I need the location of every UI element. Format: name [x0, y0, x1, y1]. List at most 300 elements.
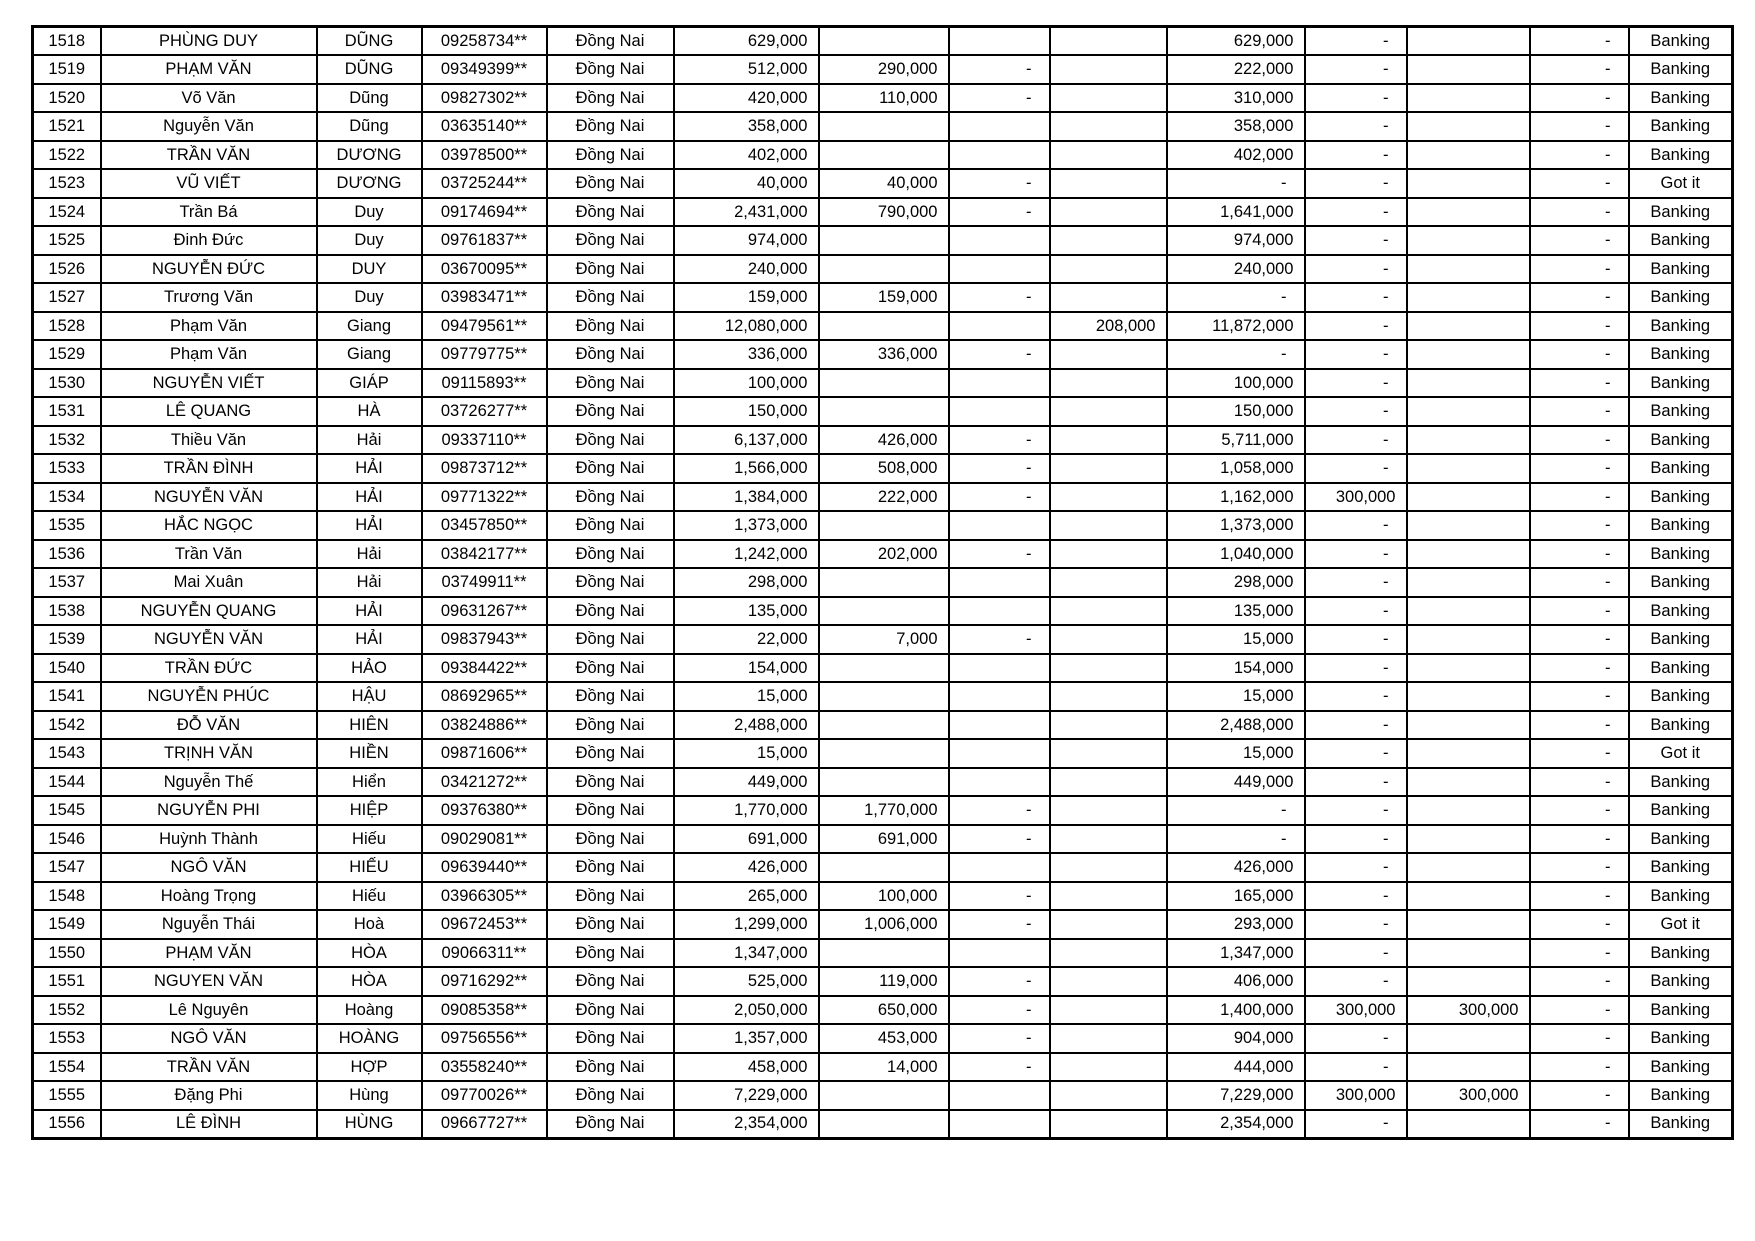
amount-total-cell[interactable]: 525,000	[674, 967, 819, 996]
dash-cell[interactable]: -	[949, 1024, 1050, 1053]
phone-cell[interactable]: 03670095**	[422, 255, 547, 284]
last-name-cell[interactable]: ĐỖ VĂN	[101, 711, 317, 740]
amount-total-cell[interactable]: 1,242,000	[674, 540, 819, 569]
amount-remaining-cell[interactable]: -	[1167, 825, 1305, 854]
last-name-cell[interactable]: Nguyễn Thái	[101, 910, 317, 939]
province-cell[interactable]: Đồng Nai	[547, 141, 674, 170]
amount-extra-1-cell[interactable]: -	[1305, 654, 1407, 683]
amount-paid-cell[interactable]	[819, 369, 949, 398]
amount-deducted-cell[interactable]	[1050, 540, 1167, 569]
province-cell[interactable]: Đồng Nai	[547, 939, 674, 968]
amount-paid-cell[interactable]	[819, 739, 949, 768]
province-cell[interactable]: Đồng Nai	[547, 283, 674, 312]
amount-total-cell[interactable]: 1,299,000	[674, 910, 819, 939]
amount-remaining-cell[interactable]: -	[1167, 283, 1305, 312]
phone-cell[interactable]: 09066311**	[422, 939, 547, 968]
amount-extra-2-cell[interactable]	[1407, 226, 1530, 255]
dash-cell[interactable]: -	[949, 540, 1050, 569]
status-cell[interactable]: Banking	[1629, 654, 1733, 683]
dash-cell[interactable]: -	[1530, 112, 1629, 141]
dash-cell[interactable]	[949, 939, 1050, 968]
amount-extra-1-cell[interactable]: -	[1305, 426, 1407, 455]
amount-remaining-cell[interactable]: 150,000	[1167, 397, 1305, 426]
phone-cell[interactable]: 09672453**	[422, 910, 547, 939]
amount-remaining-cell[interactable]: 1,400,000	[1167, 996, 1305, 1025]
first-name-cell[interactable]: Hoàng	[317, 996, 422, 1025]
amount-remaining-cell[interactable]: 444,000	[1167, 1053, 1305, 1082]
amount-total-cell[interactable]: 22,000	[674, 625, 819, 654]
first-name-cell[interactable]: Hiếu	[317, 825, 422, 854]
last-name-cell[interactable]: Trương Văn	[101, 283, 317, 312]
last-name-cell[interactable]: Hoàng Trọng	[101, 882, 317, 911]
row-number-cell[interactable]: 1546	[33, 825, 101, 854]
dash-cell[interactable]: -	[1530, 141, 1629, 170]
amount-total-cell[interactable]: 458,000	[674, 1053, 819, 1082]
dash-cell[interactable]	[949, 768, 1050, 797]
amount-total-cell[interactable]: 2,488,000	[674, 711, 819, 740]
status-cell[interactable]: Banking	[1629, 226, 1733, 255]
last-name-cell[interactable]: NGUYEN VĂN	[101, 967, 317, 996]
last-name-cell[interactable]: NGUYỄN ĐỨC	[101, 255, 317, 284]
dash-cell[interactable]	[949, 853, 1050, 882]
province-cell[interactable]: Đồng Nai	[547, 84, 674, 113]
amount-deducted-cell[interactable]	[1050, 939, 1167, 968]
phone-cell[interactable]: 03635140**	[422, 112, 547, 141]
amount-extra-1-cell[interactable]: -	[1305, 511, 1407, 540]
phone-cell[interactable]: 09716292**	[422, 967, 547, 996]
amount-extra-1-cell[interactable]: -	[1305, 283, 1407, 312]
last-name-cell[interactable]: Phạm Văn	[101, 340, 317, 369]
amount-remaining-cell[interactable]: 1,641,000	[1167, 198, 1305, 227]
first-name-cell[interactable]: Hải	[317, 540, 422, 569]
dash-cell[interactable]: -	[1530, 454, 1629, 483]
dash-cell[interactable]	[949, 369, 1050, 398]
amount-deducted-cell[interactable]: 208,000	[1050, 312, 1167, 341]
phone-cell[interactable]: 09837943**	[422, 625, 547, 654]
row-number-cell[interactable]: 1540	[33, 654, 101, 683]
dash-cell[interactable]	[949, 739, 1050, 768]
amount-remaining-cell[interactable]: 426,000	[1167, 853, 1305, 882]
amount-total-cell[interactable]: 15,000	[674, 739, 819, 768]
amount-total-cell[interactable]: 7,229,000	[674, 1081, 819, 1110]
status-cell[interactable]: Banking	[1629, 597, 1733, 626]
row-number-cell[interactable]: 1528	[33, 312, 101, 341]
phone-cell[interactable]: 03966305**	[422, 882, 547, 911]
dash-cell[interactable]	[949, 141, 1050, 170]
amount-extra-1-cell[interactable]: -	[1305, 169, 1407, 198]
province-cell[interactable]: Đồng Nai	[547, 910, 674, 939]
amount-total-cell[interactable]: 358,000	[674, 112, 819, 141]
dash-cell[interactable]	[949, 1110, 1050, 1139]
amount-total-cell[interactable]: 1,770,000	[674, 796, 819, 825]
phone-cell[interactable]: 09479561**	[422, 312, 547, 341]
first-name-cell[interactable]: HẢO	[317, 654, 422, 683]
dash-cell[interactable]: -	[1530, 511, 1629, 540]
row-number-cell[interactable]: 1555	[33, 1081, 101, 1110]
amount-extra-2-cell[interactable]	[1407, 283, 1530, 312]
dash-cell[interactable]: -	[1530, 397, 1629, 426]
row-number-cell[interactable]: 1551	[33, 967, 101, 996]
amount-extra-1-cell[interactable]: -	[1305, 882, 1407, 911]
first-name-cell[interactable]: HÙNG	[317, 1110, 422, 1139]
dash-cell[interactable]: -	[1530, 597, 1629, 626]
amount-extra-2-cell[interactable]	[1407, 27, 1530, 56]
amount-extra-2-cell[interactable]: 300,000	[1407, 996, 1530, 1025]
amount-extra-2-cell[interactable]	[1407, 882, 1530, 911]
dash-cell[interactable]: -	[949, 84, 1050, 113]
amount-remaining-cell[interactable]: 100,000	[1167, 369, 1305, 398]
province-cell[interactable]: Đồng Nai	[547, 1053, 674, 1082]
amount-paid-cell[interactable]: 14,000	[819, 1053, 949, 1082]
row-number-cell[interactable]: 1550	[33, 939, 101, 968]
amount-extra-1-cell[interactable]: -	[1305, 682, 1407, 711]
row-number-cell[interactable]: 1525	[33, 226, 101, 255]
row-number-cell[interactable]: 1538	[33, 597, 101, 626]
status-cell[interactable]: Got it	[1629, 910, 1733, 939]
dash-cell[interactable]: -	[1530, 882, 1629, 911]
phone-cell[interactable]: 09871606**	[422, 739, 547, 768]
dash-cell[interactable]	[949, 511, 1050, 540]
row-number-cell[interactable]: 1521	[33, 112, 101, 141]
amount-extra-2-cell[interactable]	[1407, 597, 1530, 626]
first-name-cell[interactable]: GIÁP	[317, 369, 422, 398]
amount-extra-1-cell[interactable]: -	[1305, 853, 1407, 882]
amount-extra-1-cell[interactable]: -	[1305, 27, 1407, 56]
status-cell[interactable]: Banking	[1629, 141, 1733, 170]
amount-deducted-cell[interactable]	[1050, 882, 1167, 911]
status-cell[interactable]: Banking	[1629, 967, 1733, 996]
amount-extra-1-cell[interactable]: -	[1305, 112, 1407, 141]
amount-total-cell[interactable]: 40,000	[674, 169, 819, 198]
status-cell[interactable]: Banking	[1629, 198, 1733, 227]
amount-remaining-cell[interactable]: 1,373,000	[1167, 511, 1305, 540]
dash-cell[interactable]	[949, 682, 1050, 711]
dash-cell[interactable]: -	[949, 910, 1050, 939]
amount-paid-cell[interactable]: 290,000	[819, 55, 949, 84]
amount-extra-2-cell[interactable]	[1407, 511, 1530, 540]
first-name-cell[interactable]: Dũng	[317, 84, 422, 113]
amount-extra-2-cell[interactable]	[1407, 141, 1530, 170]
row-number-cell[interactable]: 1535	[33, 511, 101, 540]
dash-cell[interactable]: -	[949, 825, 1050, 854]
amount-remaining-cell[interactable]: 449,000	[1167, 768, 1305, 797]
phone-cell[interactable]: 09337110**	[422, 426, 547, 455]
amount-remaining-cell[interactable]: 293,000	[1167, 910, 1305, 939]
amount-extra-2-cell[interactable]	[1407, 454, 1530, 483]
phone-cell[interactable]: 09384422**	[422, 654, 547, 683]
amount-remaining-cell[interactable]: 406,000	[1167, 967, 1305, 996]
first-name-cell[interactable]: DŨNG	[317, 55, 422, 84]
amount-deducted-cell[interactable]	[1050, 141, 1167, 170]
last-name-cell[interactable]: NGUYỄN VĂN	[101, 625, 317, 654]
province-cell[interactable]: Đồng Nai	[547, 397, 674, 426]
amount-total-cell[interactable]: 1,566,000	[674, 454, 819, 483]
phone-cell[interactable]: 09029081**	[422, 825, 547, 854]
amount-total-cell[interactable]: 2,431,000	[674, 198, 819, 227]
amount-deducted-cell[interactable]	[1050, 169, 1167, 198]
status-cell[interactable]: Banking	[1629, 711, 1733, 740]
amount-remaining-cell[interactable]: 15,000	[1167, 739, 1305, 768]
status-cell[interactable]: Banking	[1629, 397, 1733, 426]
amount-extra-2-cell[interactable]	[1407, 340, 1530, 369]
amount-remaining-cell[interactable]: 15,000	[1167, 625, 1305, 654]
amount-paid-cell[interactable]: 1,770,000	[819, 796, 949, 825]
first-name-cell[interactable]: Dũng	[317, 112, 422, 141]
amount-extra-2-cell[interactable]	[1407, 1053, 1530, 1082]
phone-cell[interactable]: 03457850**	[422, 511, 547, 540]
amount-remaining-cell[interactable]: 2,354,000	[1167, 1110, 1305, 1139]
dash-cell[interactable]: -	[1530, 996, 1629, 1025]
first-name-cell[interactable]: HẬU	[317, 682, 422, 711]
dash-cell[interactable]	[949, 255, 1050, 284]
amount-remaining-cell[interactable]: 11,872,000	[1167, 312, 1305, 341]
phone-cell[interactable]: 09770026**	[422, 1081, 547, 1110]
amount-deducted-cell[interactable]	[1050, 198, 1167, 227]
province-cell[interactable]: Đồng Nai	[547, 1024, 674, 1053]
phone-cell[interactable]: 09779775**	[422, 340, 547, 369]
amount-paid-cell[interactable]	[819, 853, 949, 882]
amount-extra-1-cell[interactable]: 300,000	[1305, 483, 1407, 512]
amount-extra-1-cell[interactable]: -	[1305, 1053, 1407, 1082]
amount-deducted-cell[interactable]	[1050, 711, 1167, 740]
status-cell[interactable]: Banking	[1629, 84, 1733, 113]
dash-cell[interactable]: -	[1530, 768, 1629, 797]
phone-cell[interactable]: 09085358**	[422, 996, 547, 1025]
status-cell[interactable]: Banking	[1629, 568, 1733, 597]
amount-paid-cell[interactable]	[819, 939, 949, 968]
dash-cell[interactable]	[949, 654, 1050, 683]
amount-extra-1-cell[interactable]: -	[1305, 226, 1407, 255]
amount-extra-1-cell[interactable]: -	[1305, 768, 1407, 797]
amount-extra-2-cell[interactable]	[1407, 198, 1530, 227]
province-cell[interactable]: Đồng Nai	[547, 625, 674, 654]
dash-cell[interactable]: -	[949, 283, 1050, 312]
amount-extra-2-cell[interactable]	[1407, 1110, 1530, 1139]
amount-extra-2-cell[interactable]	[1407, 939, 1530, 968]
dash-cell[interactable]: -	[1530, 255, 1629, 284]
first-name-cell[interactable]: HẢI	[317, 483, 422, 512]
last-name-cell[interactable]: NGUYỄN VĂN	[101, 483, 317, 512]
amount-deducted-cell[interactable]	[1050, 511, 1167, 540]
dash-cell[interactable]: -	[1530, 910, 1629, 939]
dash-cell[interactable]: -	[949, 454, 1050, 483]
amount-paid-cell[interactable]	[819, 768, 949, 797]
amount-deducted-cell[interactable]	[1050, 568, 1167, 597]
amount-extra-1-cell[interactable]: -	[1305, 739, 1407, 768]
dash-cell[interactable]: -	[1530, 739, 1629, 768]
first-name-cell[interactable]: Hoà	[317, 910, 422, 939]
amount-extra-2-cell[interactable]: 300,000	[1407, 1081, 1530, 1110]
status-cell[interactable]: Banking	[1629, 255, 1733, 284]
amount-paid-cell[interactable]: 7,000	[819, 625, 949, 654]
amount-total-cell[interactable]: 974,000	[674, 226, 819, 255]
amount-extra-1-cell[interactable]: -	[1305, 1110, 1407, 1139]
amount-paid-cell[interactable]	[819, 226, 949, 255]
first-name-cell[interactable]: Giang	[317, 312, 422, 341]
amount-total-cell[interactable]: 2,354,000	[674, 1110, 819, 1139]
status-cell[interactable]: Banking	[1629, 996, 1733, 1025]
dash-cell[interactable]: -	[949, 882, 1050, 911]
dash-cell[interactable]: -	[949, 625, 1050, 654]
dash-cell[interactable]: -	[1530, 1110, 1629, 1139]
dash-cell[interactable]: -	[1530, 654, 1629, 683]
first-name-cell[interactable]: Hải	[317, 568, 422, 597]
phone-cell[interactable]: 03983471**	[422, 283, 547, 312]
phone-cell[interactable]: 09174694**	[422, 198, 547, 227]
province-cell[interactable]: Đồng Nai	[547, 853, 674, 882]
row-number-cell[interactable]: 1534	[33, 483, 101, 512]
amount-remaining-cell[interactable]: 154,000	[1167, 654, 1305, 683]
amount-extra-1-cell[interactable]: -	[1305, 1024, 1407, 1053]
status-cell[interactable]: Banking	[1629, 825, 1733, 854]
dash-cell[interactable]: -	[1530, 825, 1629, 854]
dash-cell[interactable]: -	[949, 198, 1050, 227]
dash-cell[interactable]: -	[1530, 1081, 1629, 1110]
province-cell[interactable]: Đồng Nai	[547, 27, 674, 56]
dash-cell[interactable]: -	[1530, 340, 1629, 369]
first-name-cell[interactable]: Hiển	[317, 768, 422, 797]
last-name-cell[interactable]: Trần Văn	[101, 540, 317, 569]
row-number-cell[interactable]: 1532	[33, 426, 101, 455]
amount-deducted-cell[interactable]	[1050, 369, 1167, 398]
amount-paid-cell[interactable]: 426,000	[819, 426, 949, 455]
first-name-cell[interactable]: Giang	[317, 340, 422, 369]
amount-deducted-cell[interactable]	[1050, 597, 1167, 626]
phone-cell[interactable]: 09349399**	[422, 55, 547, 84]
amount-extra-2-cell[interactable]	[1407, 397, 1530, 426]
amount-extra-2-cell[interactable]	[1407, 568, 1530, 597]
amount-total-cell[interactable]: 629,000	[674, 27, 819, 56]
amount-remaining-cell[interactable]: 1,058,000	[1167, 454, 1305, 483]
amount-extra-1-cell[interactable]: -	[1305, 312, 1407, 341]
first-name-cell[interactable]: Hiếu	[317, 882, 422, 911]
phone-cell[interactable]: 09761837**	[422, 226, 547, 255]
phone-cell[interactable]: 03558240**	[422, 1053, 547, 1082]
first-name-cell[interactable]: DƯƠNG	[317, 169, 422, 198]
amount-extra-1-cell[interactable]: -	[1305, 540, 1407, 569]
amount-remaining-cell[interactable]: 135,000	[1167, 597, 1305, 626]
amount-remaining-cell[interactable]: 7,229,000	[1167, 1081, 1305, 1110]
amount-deducted-cell[interactable]	[1050, 1110, 1167, 1139]
amount-deducted-cell[interactable]	[1050, 825, 1167, 854]
dash-cell[interactable]: -	[1530, 682, 1629, 711]
amount-total-cell[interactable]: 2,050,000	[674, 996, 819, 1025]
amount-extra-2-cell[interactable]	[1407, 540, 1530, 569]
phone-cell[interactable]: 09873712**	[422, 454, 547, 483]
dash-cell[interactable]: -	[949, 340, 1050, 369]
amount-total-cell[interactable]: 298,000	[674, 568, 819, 597]
province-cell[interactable]: Đồng Nai	[547, 882, 674, 911]
amount-remaining-cell[interactable]: 5,711,000	[1167, 426, 1305, 455]
dash-cell[interactable]: -	[949, 169, 1050, 198]
row-number-cell[interactable]: 1524	[33, 198, 101, 227]
amount-total-cell[interactable]: 154,000	[674, 654, 819, 683]
last-name-cell[interactable]: VŨ VIẾT	[101, 169, 317, 198]
amount-extra-1-cell[interactable]: -	[1305, 255, 1407, 284]
status-cell[interactable]: Banking	[1629, 312, 1733, 341]
status-cell[interactable]: Banking	[1629, 454, 1733, 483]
amount-remaining-cell[interactable]: 2,488,000	[1167, 711, 1305, 740]
amount-extra-1-cell[interactable]: 300,000	[1305, 996, 1407, 1025]
amount-paid-cell[interactable]: 100,000	[819, 882, 949, 911]
amount-paid-cell[interactable]	[819, 568, 949, 597]
row-number-cell[interactable]: 1556	[33, 1110, 101, 1139]
row-number-cell[interactable]: 1545	[33, 796, 101, 825]
amount-deducted-cell[interactable]	[1050, 625, 1167, 654]
amount-total-cell[interactable]: 420,000	[674, 84, 819, 113]
dash-cell[interactable]: -	[1530, 568, 1629, 597]
amount-extra-2-cell[interactable]	[1407, 825, 1530, 854]
phone-cell[interactable]: 09376380**	[422, 796, 547, 825]
phone-cell[interactable]: 03726277**	[422, 397, 547, 426]
last-name-cell[interactable]: TRẦN ĐÌNH	[101, 454, 317, 483]
row-number-cell[interactable]: 1553	[33, 1024, 101, 1053]
amount-deducted-cell[interactable]	[1050, 739, 1167, 768]
amount-deducted-cell[interactable]	[1050, 283, 1167, 312]
amount-deducted-cell[interactable]	[1050, 84, 1167, 113]
amount-paid-cell[interactable]	[819, 1110, 949, 1139]
row-number-cell[interactable]: 1544	[33, 768, 101, 797]
amount-paid-cell[interactable]	[819, 1081, 949, 1110]
last-name-cell[interactable]: Trần Bá	[101, 198, 317, 227]
amount-remaining-cell[interactable]: 974,000	[1167, 226, 1305, 255]
row-number-cell[interactable]: 1548	[33, 882, 101, 911]
amount-extra-1-cell[interactable]: -	[1305, 198, 1407, 227]
amount-extra-2-cell[interactable]	[1407, 169, 1530, 198]
province-cell[interactable]: Đồng Nai	[547, 682, 674, 711]
status-cell[interactable]: Got it	[1629, 169, 1733, 198]
province-cell[interactable]: Đồng Nai	[547, 597, 674, 626]
last-name-cell[interactable]: TRẦN VĂN	[101, 141, 317, 170]
amount-paid-cell[interactable]: 691,000	[819, 825, 949, 854]
first-name-cell[interactable]: Duy	[317, 283, 422, 312]
last-name-cell[interactable]: Nguyễn Văn	[101, 112, 317, 141]
dash-cell[interactable]: -	[1530, 1053, 1629, 1082]
row-number-cell[interactable]: 1530	[33, 369, 101, 398]
amount-extra-1-cell[interactable]: -	[1305, 625, 1407, 654]
dash-cell[interactable]: -	[1530, 198, 1629, 227]
dash-cell[interactable]: -	[949, 426, 1050, 455]
dash-cell[interactable]: -	[949, 796, 1050, 825]
amount-remaining-cell[interactable]: 165,000	[1167, 882, 1305, 911]
province-cell[interactable]: Đồng Nai	[547, 967, 674, 996]
row-number-cell[interactable]: 1520	[33, 84, 101, 113]
amount-paid-cell[interactable]	[819, 255, 949, 284]
amount-total-cell[interactable]: 1,373,000	[674, 511, 819, 540]
amount-deducted-cell[interactable]	[1050, 967, 1167, 996]
amount-total-cell[interactable]: 1,347,000	[674, 939, 819, 968]
status-cell[interactable]: Banking	[1629, 682, 1733, 711]
amount-total-cell[interactable]: 100,000	[674, 369, 819, 398]
last-name-cell[interactable]: PHẠM VĂN	[101, 55, 317, 84]
amount-remaining-cell[interactable]: 240,000	[1167, 255, 1305, 284]
amount-total-cell[interactable]: 691,000	[674, 825, 819, 854]
first-name-cell[interactable]: HIỀN	[317, 739, 422, 768]
amount-total-cell[interactable]: 15,000	[674, 682, 819, 711]
amount-extra-2-cell[interactable]	[1407, 55, 1530, 84]
status-cell[interactable]: Banking	[1629, 540, 1733, 569]
row-number-cell[interactable]: 1536	[33, 540, 101, 569]
last-name-cell[interactable]: Đặng Phi	[101, 1081, 317, 1110]
amount-remaining-cell[interactable]: 222,000	[1167, 55, 1305, 84]
amount-deducted-cell[interactable]	[1050, 226, 1167, 255]
dash-cell[interactable]	[949, 568, 1050, 597]
last-name-cell[interactable]: Võ Văn	[101, 84, 317, 113]
phone-cell[interactable]: 09667727**	[422, 1110, 547, 1139]
amount-remaining-cell[interactable]: 1,347,000	[1167, 939, 1305, 968]
last-name-cell[interactable]: NGUYỄN PHÚC	[101, 682, 317, 711]
status-cell[interactable]: Banking	[1629, 511, 1733, 540]
